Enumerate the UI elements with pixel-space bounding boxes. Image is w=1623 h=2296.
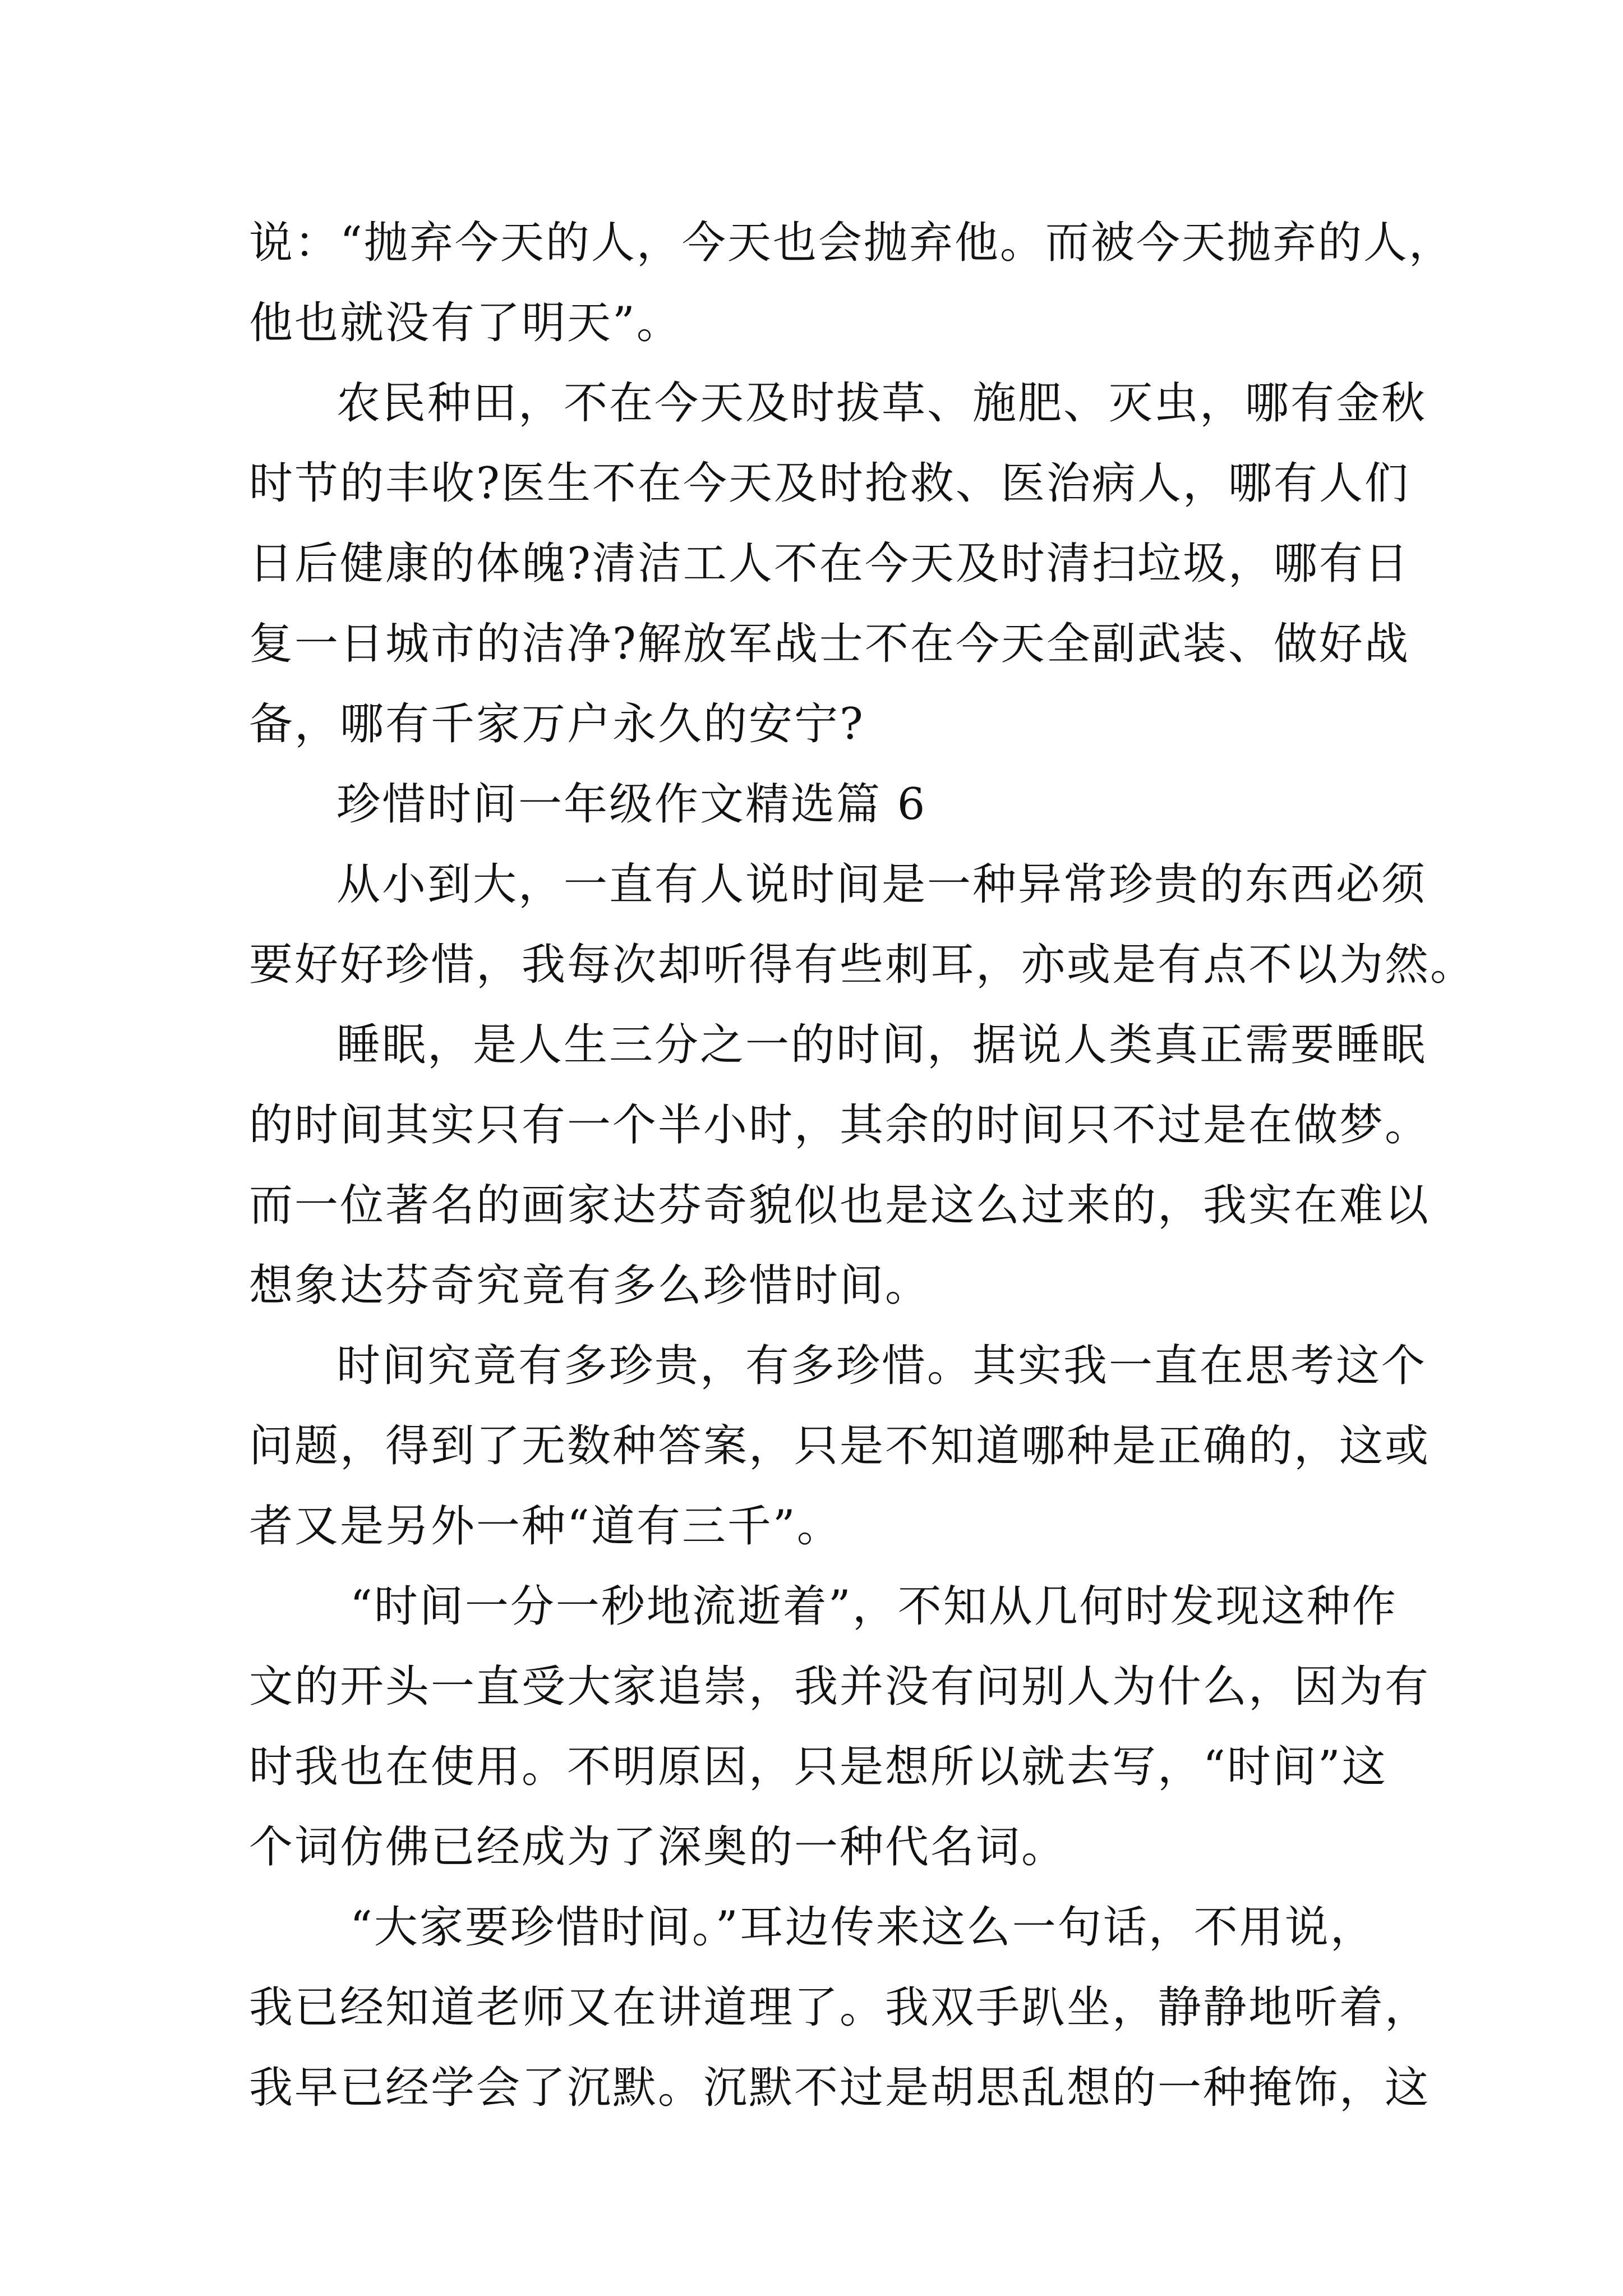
text-line: 问题，得到了无数种答案，只是不知道哪种是正确的，这或 [249, 1421, 1431, 1471]
text-line: 日后健康的体魄?清洁工人不在今天及时清扫垃圾，哪有日 [249, 539, 1410, 589]
text-line: 想象达芬奇究竟有多么珍惜时间。 [249, 1260, 931, 1311]
paragraph-first-line: 从小到大，一直有人说时间是一种异常珍贵的东西必须 [336, 859, 1427, 910]
text-line: 我早已经学会了沉默。沉默不过是胡思乱想的一种掩饰，这 [249, 2063, 1431, 2113]
text-line: 时我也在使用。不明原因，只是想所以就去写，“时间”这 [249, 1742, 1387, 1792]
paragraph-first-line: 睡眠，是人生三分之一的时间，据说人类真正需要睡眠 [336, 1020, 1427, 1070]
text-line: 而一位著名的画家达芬奇貌似也是这么过来的，我实在难以 [249, 1180, 1431, 1231]
text-line: 的时间其实只有一个半小时，其余的时间只不过是在做梦。 [249, 1100, 1431, 1151]
text-line: 个词仿佛已经成为了深奥的一种代名词。 [249, 1822, 1067, 1872]
text-line: 我已经知道老师又在讲道理了。我双手趴坐，静静地听着， [249, 1982, 1431, 2033]
text-line: 备，哪有千家万户永久的安宁? [249, 699, 865, 749]
text-line: 说：“抛弃今天的人，今天也会抛弃他。而被今天抛弃的人， [249, 218, 1454, 268]
text-line: 者又是另外一种“道有三千”。 [249, 1501, 842, 1552]
paragraph-first-line: “大家要珍惜时间。”耳边传来这么一句话，不用说， [350, 1902, 1376, 1953]
paragraph-first-line: 时间究竟有多珍贵，有多珍惜。其实我一直在思考这个 [336, 1341, 1427, 1391]
text-line: 时节的丰收?医生不在今天及时抢救、医治病人，哪有人们 [249, 458, 1410, 509]
paragraph-first-line: “时间一分一秒地流逝着”，不知从几何时发现这种作 [350, 1581, 1398, 1632]
text-line: 他也就没有了明天”。 [249, 298, 682, 348]
text-line: 文的开头一直受大家追崇，我并没有问别人为什么，因为有 [249, 1662, 1431, 1712]
text-line: 复一日城市的洁净?解放军战士不在今天全副武装、做好战 [249, 619, 1410, 669]
document-body [249, 203, 1476, 2128]
text-line: 要好好珍惜，我每次却听得有些刺耳，亦或是有点不以为然。 [249, 940, 1476, 990]
section-heading: 珍惜时间一年级作文精选篇 6 [336, 779, 927, 830]
paragraph-first-line: 农民种田，不在今天及时拔草、施肥、灭虫，哪有金秋 [336, 378, 1427, 429]
